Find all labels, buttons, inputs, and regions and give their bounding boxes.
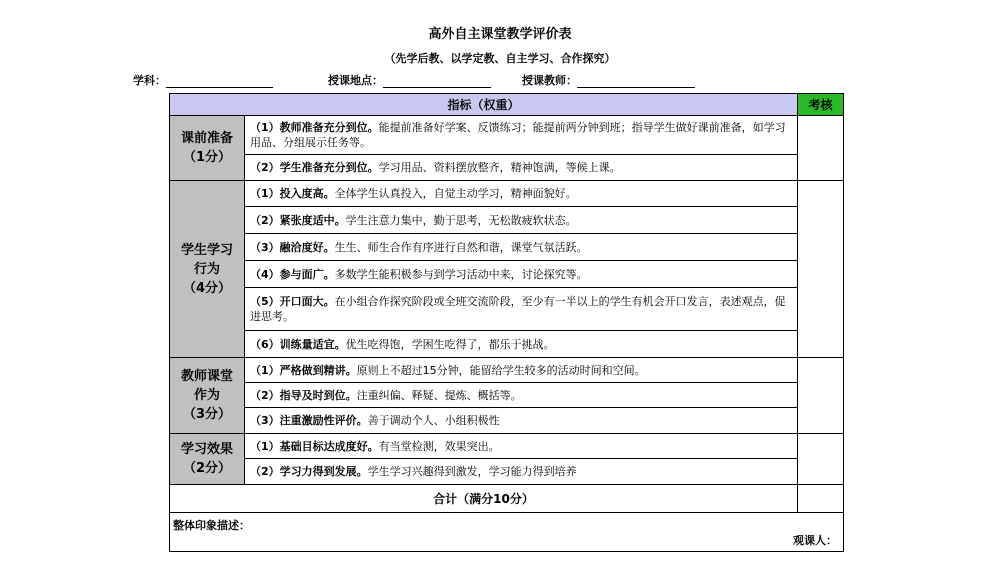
criterion-title: （2）紧张度适中。 — [250, 213, 346, 227]
criterion-text — [245, 181, 798, 207]
criterion-description: 学生注意力集中，勤于思考，无松散疲软状态。 — [345, 213, 577, 227]
criterion-description: 有当堂检测，效果突出。 — [378, 439, 500, 453]
criterion-title: （1）教师准备充分到位。 — [250, 121, 379, 134]
criterion-title: （1）严格做到精讲。 — [250, 363, 357, 377]
page-title: 高外自主课堂教学评价表 — [428, 27, 572, 42]
category-cell: 学习效果 （2分） — [170, 434, 245, 485]
criterion-row — [170, 207, 844, 234]
criterion-description: 注重纠偏、释疑、提炼、概括等。 — [356, 388, 522, 402]
criterion-title: （1）基础目标达成度好。 — [250, 439, 379, 453]
score-cell[interactable] — [798, 116, 844, 181]
criterion-row — [170, 261, 844, 288]
criterion-row — [170, 181, 844, 207]
criterion-title: （1）投入度高。 — [250, 187, 335, 200]
criterion-title: （6）训练量适宜。 — [250, 337, 346, 351]
place-input-line[interactable] — [383, 75, 491, 88]
criterion-description: 多数学生能积极参与到学习活动中来，讨论探究等。 — [334, 267, 588, 281]
criterion-description: 能提前准备好学案、反馈练习；能提前两分钟到班；指导学生做好课前准备，如学习用品、分组展示任务等。 — [250, 121, 786, 149]
criterion-description: 生生、师生合作有序进行自然和谐，课堂气氛活跃。 — [334, 240, 588, 254]
total-label: 合计（满分10分） — [170, 485, 798, 513]
criterion-text — [245, 408, 798, 434]
evaluation-table — [169, 93, 844, 552]
criterion-row — [170, 155, 844, 181]
criterion-row — [170, 116, 844, 155]
criterion-title: （2）学习力得到发展。 — [250, 465, 368, 478]
criterion-description: 学习用品、资料摆放整齐，精神饱满，等候上课。 — [378, 161, 621, 174]
category-cell: 教师课堂 作为 （3分） — [170, 358, 245, 434]
criterion-text — [245, 288, 798, 331]
criterion-row — [170, 434, 844, 459]
criterion-description: 优生吃得饱，学困生吃得了，都乐于挑战。 — [345, 337, 555, 351]
teacher-label: 授课教师： — [522, 74, 577, 87]
page-subtitle: （先学后教、以学定教、自主学习、合作探究） — [384, 52, 616, 65]
impression-cell[interactable] — [170, 513, 844, 552]
criterion-row — [170, 358, 844, 383]
criterion-text — [245, 383, 798, 408]
place-field[interactable] — [328, 72, 491, 88]
subject-label: 学科： — [133, 74, 166, 87]
score-cell[interactable] — [798, 434, 844, 485]
criterion-row — [170, 234, 844, 261]
criterion-description: 原则上不超过15分钟，能留给学生较多的活动时间和空间。 — [356, 363, 646, 377]
teacher-input-line[interactable] — [577, 75, 695, 88]
subject-input-line[interactable] — [166, 75, 273, 88]
teacher-field[interactable] — [522, 72, 695, 88]
criterion-text — [245, 234, 798, 261]
criterion-row — [170, 331, 844, 358]
criterion-title: （5）开口面大。 — [250, 295, 335, 308]
criterion-text — [245, 358, 798, 383]
category-cell: 课前准备 （1分） — [170, 116, 245, 181]
impression-label: 整体印象描述： — [173, 519, 250, 532]
criterion-text — [245, 459, 798, 485]
criterion-title: （3）注重激励性评价。 — [250, 414, 368, 427]
criterion-title: （2）指导及时到位。 — [250, 388, 357, 402]
score-cell[interactable] — [798, 181, 844, 358]
criterion-row — [170, 408, 844, 434]
criterion-description: 善于调动个人、小组积极性 — [367, 414, 500, 427]
criterion-description: 在小组合作探究阶段或全班交流阶段，至少有一半以上的学生有机会开口发言，表述观点，促进思考。 — [250, 295, 786, 323]
total-score-cell[interactable] — [798, 485, 844, 513]
criterion-text — [245, 155, 798, 181]
criterion-row — [170, 288, 844, 331]
category-cell: 学生学习 行为 （4分） — [170, 181, 245, 358]
index-header: 指标（权重） — [170, 94, 798, 116]
score-cell[interactable] — [798, 358, 844, 434]
criterion-description: 学生学习兴趣得到激发，学习能力得到培养 — [367, 465, 577, 478]
observer-label: 观课人： — [793, 534, 838, 547]
criterion-row — [170, 459, 844, 485]
criterion-title: （2）学生准备充分到位。 — [250, 161, 379, 174]
place-label: 授课地点： — [328, 74, 383, 87]
criterion-text — [245, 207, 798, 234]
criterion-text — [245, 116, 798, 155]
evaluation-body — [170, 116, 844, 485]
score-header: 考核 — [798, 94, 844, 116]
criterion-row — [170, 383, 844, 408]
criterion-title: （3）融洽度好。 — [250, 240, 335, 254]
criterion-text — [245, 261, 798, 288]
criterion-description: 全体学生认真投入，自觉主动学习，精神面貌好。 — [334, 187, 577, 200]
criterion-text — [245, 434, 798, 459]
subject-field[interactable] — [133, 72, 273, 88]
criterion-title: （4）参与面广。 — [250, 267, 335, 281]
criterion-text — [245, 331, 798, 358]
